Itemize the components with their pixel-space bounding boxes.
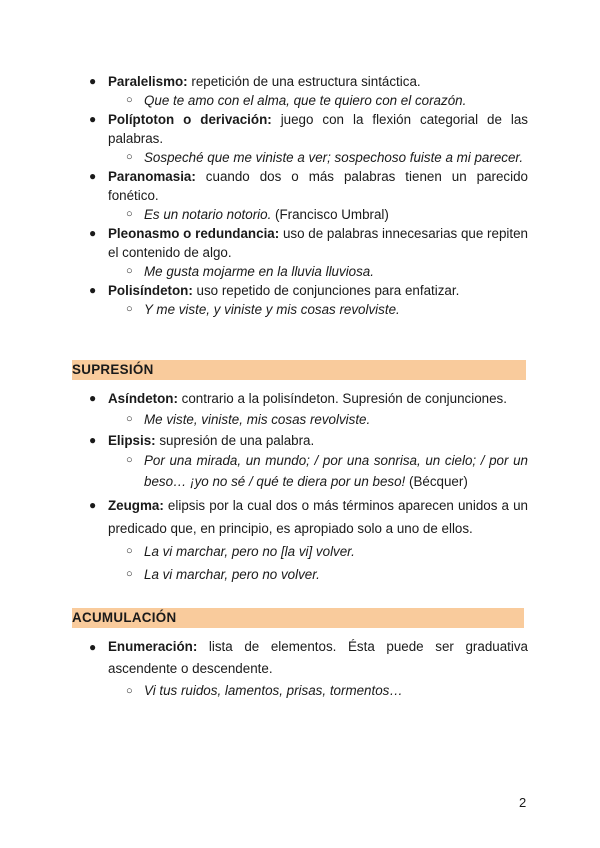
term: Pleonasmo o redundancia: [108, 226, 280, 241]
bullet-icon: ● [89, 283, 97, 297]
list-item [72, 167, 528, 205]
example-item [108, 91, 528, 110]
example-text: Me viste, viniste, mis cosas revolviste. [144, 412, 371, 427]
definition: juego con la flexión categorial de las palabras. [108, 112, 528, 146]
example-item [108, 563, 528, 586]
circle-bullet-icon: ○ [126, 545, 133, 557]
figure-list-3 [0, 636, 528, 702]
bullet-icon: ● [89, 640, 97, 654]
example-text: La vi marchar, pero no [la vi] volver. [144, 544, 355, 559]
list-item [72, 636, 528, 680]
list-item [72, 431, 528, 450]
term: Paralelismo: [108, 74, 188, 89]
bullet-icon: ● [89, 391, 97, 405]
example-item [108, 262, 528, 281]
page-number: 2 [519, 795, 527, 810]
circle-bullet-icon: ○ [126, 685, 133, 697]
example-author: (Bécquer) [405, 474, 468, 489]
section-heading-acumulacion: ACUMULACIÓN [72, 608, 524, 628]
example-text: Por una mirada, un mundo; / por una sonrisa, un cielo; / por un beso… ¡yo no sé / qué te diera por un beso! [144, 453, 528, 489]
figure-list-1 [0, 72, 528, 319]
example-text: Vi tus ruidos, lamentos, prisas, tormentos… [144, 683, 403, 698]
example-text: Sospeché que me viniste a ver; sospechoso fuiste a mi parecer. [144, 150, 524, 165]
circle-bullet-icon: ○ [126, 208, 133, 220]
term: Zeugma: [108, 498, 164, 513]
term: Enumeración: [108, 639, 198, 654]
bullet-icon: ● [89, 112, 97, 126]
circle-bullet-icon: ○ [126, 265, 133, 277]
term: Paranomasia: [108, 169, 196, 184]
list-item [72, 389, 528, 408]
term: Asíndeton: [108, 391, 178, 406]
definition: lista de elementos. Ésta puede ser graduativa ascendente o descendente. [108, 639, 528, 676]
definition: uso de palabras innecesarias que repiten el contenido de algo. [108, 226, 529, 260]
example-item [108, 205, 528, 224]
example-item [108, 300, 528, 319]
example-text: Es un notario notorio. [144, 207, 272, 222]
example-item [108, 680, 528, 702]
example-item [108, 148, 528, 167]
circle-bullet-icon: ○ [126, 454, 133, 466]
example-text: Me gusta mojarme en la lluvia lluviosa. [144, 264, 374, 279]
circle-bullet-icon: ○ [126, 413, 133, 425]
term: Políptoton o derivación: [108, 112, 272, 127]
term: Elipsis: [108, 433, 156, 448]
definition: uso repetido de conjunciones para enfatizar. [192, 283, 460, 298]
figure-list-2 [0, 389, 528, 586]
bullet-icon: ● [89, 74, 97, 88]
bullet-icon: ● [89, 433, 97, 447]
example-item [108, 540, 528, 563]
list-item [72, 494, 528, 540]
example-item [108, 450, 528, 492]
circle-bullet-icon: ○ [126, 303, 133, 315]
example-item [108, 410, 528, 429]
example-text: Y me viste, y viniste y mis cosas revolviste. [144, 302, 400, 317]
list-item [72, 110, 528, 148]
list-item [72, 281, 528, 300]
definition: contrario a la polisíndeton. Supresión de conjunciones. [177, 391, 507, 406]
list-item [72, 72, 528, 91]
circle-bullet-icon: ○ [126, 94, 133, 106]
definition: elipsis por la cual dos o más términos aparecen unidos a un predicado que, en principio, es apropiado solo a uno de ellos. [108, 498, 528, 536]
bullet-icon: ● [89, 226, 97, 240]
definition: supresión de una palabra. [155, 433, 315, 448]
definition: repetición de una estructura sintáctica. [187, 74, 421, 89]
bullet-icon: ● [89, 169, 97, 183]
example-author: (Francisco Umbral) [271, 207, 389, 222]
list-item [72, 224, 528, 262]
section-heading-supresion: SUPRESIÓN [72, 360, 526, 380]
definition: cuando dos o más palabras tienen un parecido fonético. [108, 169, 528, 203]
example-text: Que te amo con el alma, que te quiero con el corazón. [144, 93, 467, 108]
bullet-icon: ● [89, 498, 97, 512]
circle-bullet-icon: ○ [126, 151, 133, 163]
example-text: La vi marchar, pero no volver. [144, 567, 320, 582]
term: Polisíndeton: [108, 283, 193, 298]
circle-bullet-icon: ○ [126, 568, 133, 580]
